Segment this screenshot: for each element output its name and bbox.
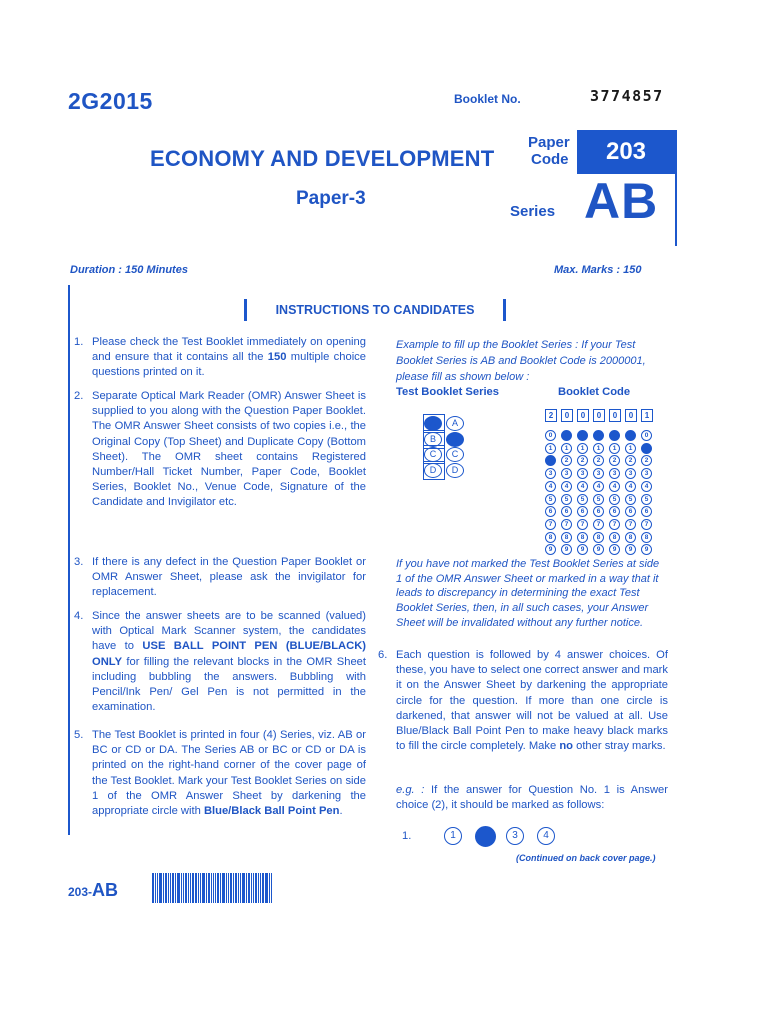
barcode-bar [188,873,189,903]
code-bubble: 2 [625,455,636,466]
instruction-text [92,728,366,819]
code-bubble: 6 [545,506,556,517]
instruction-text [92,389,366,511]
code-bubble: 5 [593,494,604,505]
code-bubble: 5 [625,494,636,505]
code-bubble: 7 [593,519,604,530]
instruction-run: Each question is followed by 4 answer choices. Of these, you have to select one correct answer and mark it on the Answer Sheet by darkening the appropriate circle for the question. If more than one circle is darkened, that answer will not be valued at all. Use Blue/Black Ball Point Pen to make heavy black marks to fill the circle completely. Make [396,649,668,753]
instruction-3 [74,555,366,601]
barcode-bar [230,873,232,903]
barcode-bar [165,873,167,903]
paper-code-label-line2: Code [531,151,569,168]
code-bubble: 9 [561,544,572,555]
bracket-left [244,299,247,321]
barcode-bar [215,873,216,903]
subject-title: ECONOMY AND DEVELOPMENT [150,146,495,171]
instruction-run: Since the answer sheets are to be scanned (valued) with Optical Mark Scanner system, the candidates have to [92,610,366,653]
code-bubble: 6 [641,506,652,517]
series-bubble-a: A [446,416,464,431]
code-bubble: 2 [593,455,604,466]
barcode-bar [269,873,270,903]
paper-code-label: Paper [528,134,570,151]
left-margin-rule [68,285,70,835]
barcode-bar [253,873,254,903]
series-bubble-c: C [424,447,442,462]
series-bubble-b: B [424,432,442,447]
instruction-run: other stray marks. [572,740,666,753]
barcode-bar [217,873,219,903]
code-bubble: 3 [625,468,636,479]
code-bubble: 0 [577,430,588,441]
code-bubble: 1 [641,443,652,454]
code-bubble: 9 [593,544,604,555]
code-bubble: 3 [609,468,620,479]
example-text: Example to fill up the Booklet Series : If your Test Booklet Series is AB and Booklet Code is 2000001, please fill as shown below : [396,339,646,383]
booklet-number: 3774857 [590,87,664,105]
series-bubble-c: C [446,447,464,462]
instruction-number: 1. [74,336,84,348]
answer-choice-bubble: 3 [506,827,524,845]
instruction-run: 150 [267,351,287,364]
barcode-bar [238,873,239,903]
test-booklet-series-label: Test Booklet Series [396,386,500,398]
footer-code-series: AB [92,880,119,900]
instruction-5 [74,728,366,819]
barcode-bar [246,873,247,903]
code-bubble: 8 [609,532,620,543]
code-bubble: 5 [561,494,572,505]
code-bubble: 2 [641,455,652,466]
barcode-bar [170,873,171,903]
barcode-bar [211,873,212,903]
code-bubble: 4 [593,481,604,492]
booklet-code-digit-box: 0 [577,409,589,422]
instruction-number: 3. [74,556,84,568]
code-bubble: 3 [641,468,652,479]
footer-code-prefix: 203- [68,885,93,899]
instruction-number: 4. [74,610,84,622]
paper-code-value: 203 [577,130,675,174]
code-bubble: 4 [545,481,556,492]
code-bubble: 9 [545,544,556,555]
code-bubble: 5 [545,494,556,505]
barcode-bar [222,873,225,903]
barcode-bar [228,873,229,903]
instruction-run: The Test Booklet is printed in four (4) Series, viz. AB or BC or CD or DA. The Series AB or BC or CD or DA is printed on the right-hand corner of the cover page of the Test Booklet. Mark your Test Booklet Series on side 1 of the OMR Answer Sheet by darkening the appropriate circle with [92,729,366,818]
instruction-4 [74,609,366,715]
code-bubble: 2 [545,455,556,466]
code-bubble: 4 [609,481,620,492]
code-bubble: 4 [625,481,636,492]
barcode-bar [233,873,234,903]
code-bubble: 3 [561,468,572,479]
barcode-bar [195,873,197,903]
header-divider [675,130,677,246]
barcode-bar [248,873,250,903]
code-bubble: 3 [593,468,604,479]
series-value: AB [584,173,659,229]
instruction-text [396,648,668,754]
code-bubble: 3 [545,468,556,479]
code-bubble: 8 [577,532,588,543]
eg-text: If the answer for Question No. 1 is Answer choice (2), it should be marked as follows: [396,784,668,812]
exam-code: 2G2015 [68,88,153,114]
code-bubble: 8 [545,532,556,543]
code-bubble: 2 [577,455,588,466]
booklet-code-digit-box: 1 [641,409,653,422]
max-marks: Max. Marks : 150 [554,264,642,276]
series-bubble-a: A [424,416,442,431]
code-bubble: 0 [625,430,636,441]
barcode-bar [192,873,194,903]
barcode-bar [152,873,154,903]
code-bubble: 4 [561,481,572,492]
code-bubble: 1 [577,443,588,454]
code-bubble: 0 [609,430,620,441]
code-bubble: 1 [609,443,620,454]
series-bubble-b: B [446,432,464,447]
eg-prefix: e.g. : [396,784,425,796]
barcode-bar [168,873,169,903]
barcode-bar [235,873,237,903]
instruction-run: for filling the relevant blocks in the OMR Sheet including bubbling the answers. Bubbling with Pencil/Ink Pen/ Gel Pen is not permitted in the examination. [92,655,366,714]
instruction-2 [74,389,366,511]
instruction-text [92,609,366,715]
barcode-bar [198,873,199,903]
barcode-bar [172,873,174,903]
booklet-code-digit-box: 0 [625,409,637,422]
barcode-bar [206,873,207,903]
instruction-number: 2. [74,390,84,402]
instruction-run: no [559,740,573,753]
code-bubble: 4 [641,481,652,492]
barcode [152,873,298,903]
bracket-right [503,299,506,321]
instruction-run: If there is any defect in the Question Paper Booklet or OMR Answer Sheet, please ask the invigilator for replacement. [92,556,366,599]
series-bubble-d: D [424,463,442,478]
booklet-code-digit-box: 0 [609,409,621,422]
code-bubble: 7 [609,519,620,530]
instruction-run: USE BALL POINT PEN (BLUE/BLACK) ONLY [92,640,366,668]
paper-number: Paper-3 [296,188,366,209]
barcode-bar [181,873,182,903]
barcode-bar [177,873,180,903]
code-bubble: 9 [625,544,636,555]
barcode-bar [208,873,210,903]
code-bubble: 1 [593,443,604,454]
code-bubble: 7 [561,519,572,530]
code-bubble: 7 [641,519,652,530]
instruction-number: 5. [74,729,84,741]
barcode-bar [262,873,264,903]
code-bubble: 8 [641,532,652,543]
series-warning: If you have not marked the Test Booklet Series at side 1 of the OMR Answer Sheet or marked in a way that it leads to discrepancy in determining the exact Test Booklet Series, then, in all such cases, your Answer Sheet will be invalidated without any further notice. [396,558,660,629]
instruction-text [92,335,366,381]
barcode-bar [190,873,191,903]
barcode-bar [183,873,184,903]
barcode-bar [213,873,214,903]
duration: Duration : 150 Minutes [70,264,188,276]
code-bubble: 6 [577,506,588,517]
code-bubble: 0 [545,430,556,441]
instruction-run: Blue/Black Ball Point Pen [203,805,340,818]
barcode-bar [226,873,227,903]
barcode-bar [251,873,252,903]
barcode-bar [255,873,257,903]
code-bubble: 4 [577,481,588,492]
code-bubble: 0 [641,430,652,441]
instruction-run: . [339,805,343,818]
barcode-bar [240,873,241,903]
code-bubble: 7 [545,519,556,530]
code-bubble: 9 [577,544,588,555]
instruction-run: Separate Optical Mark Reader (OMR) Answer Sheet is supplied to you along with the Question Paper Booklet. The OMR Answer Sheet consists of two copies i.e., the Original Copy (Top Sheet) and Duplicate Copy (Bottom Sheet). The OMR sheet contains Registered Number/Hall Ticket Number, Paper Code, Booklet Series, Booklet No., Venue Code, Signature of the Candidate and Invigilator etc. [92,390,366,509]
series-bubble-d: D [446,463,464,478]
barcode-bar [220,873,221,903]
booklet-number-label: Booklet No. [454,92,521,106]
barcode-bar [260,873,261,903]
instruction-6 [378,648,668,754]
code-bubble: 7 [577,519,588,530]
code-bubble: 2 [561,455,572,466]
series-label: Series [510,203,556,220]
barcode-bar [159,873,162,903]
code-bubble: 6 [561,506,572,517]
code-bubble: 9 [609,544,620,555]
code-bubble: 5 [641,494,652,505]
barcode-bar [242,873,245,903]
barcode-bar [271,873,272,903]
answer-choice-bubble: 1 [444,827,462,845]
booklet-code-digit-box: 0 [593,409,605,422]
barcode-bar [175,873,176,903]
code-bubble: 0 [561,430,572,441]
instructions-heading [244,299,506,321]
code-bubble: 8 [561,532,572,543]
barcode-bar [163,873,164,903]
answer-choice-bubble: 4 [537,827,555,845]
continued-note: (Continued on back cover page.) [516,853,656,863]
code-bubble: 1 [625,443,636,454]
code-bubble: 5 [609,494,620,505]
code-bubble: 9 [641,544,652,555]
instructions-heading-text: INSTRUCTIONS TO CANDIDATES [275,303,475,317]
barcode-bar [258,873,259,903]
barcode-bar [155,873,156,903]
example-question-number: 1. [402,830,412,842]
instruction-text [92,555,366,601]
code-bubble: 2 [609,455,620,466]
instruction-run: Please check the Test Booklet immediately on opening and ensure that it contains all the [92,336,366,364]
code-bubble: 1 [561,443,572,454]
booklet-code-digit-box: 2 [545,409,557,422]
code-bubble: 6 [625,506,636,517]
barcode-bar [200,873,201,903]
barcode-bar [265,873,268,903]
instruction-run: multiple choice questions printed on it. [92,351,366,379]
instruction-number: 6. [378,649,388,661]
code-bubble: 1 [545,443,556,454]
example-answer-text [396,783,668,813]
booklet-code-label: Booklet Code [558,386,631,398]
answer-choice-bubble [475,826,496,847]
code-bubble: 6 [593,506,604,517]
barcode-bar [157,873,158,903]
code-bubble: 3 [577,468,588,479]
code-bubble: 0 [593,430,604,441]
barcode-bar [202,873,205,903]
booklet-code-digit-box: 0 [561,409,573,422]
code-bubble: 8 [593,532,604,543]
instruction-1 [74,335,366,381]
code-bubble: 5 [577,494,588,505]
footer-code [68,880,118,901]
code-bubble: 6 [609,506,620,517]
code-bubble: 7 [625,519,636,530]
barcode-bar [185,873,187,903]
code-bubble: 8 [625,532,636,543]
